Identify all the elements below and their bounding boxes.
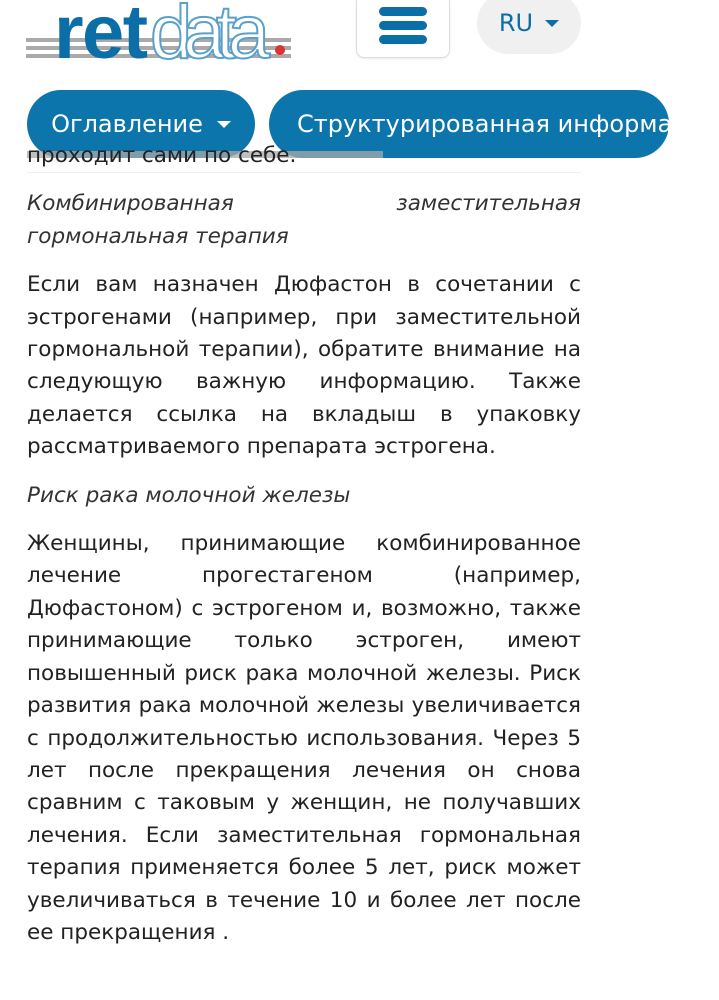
chevron-down-icon bbox=[217, 121, 231, 128]
menu-button[interactable] bbox=[356, 0, 450, 58]
section-heading: Комбинированная заместительная гормональная терапия bbox=[27, 191, 581, 249]
language-selector[interactable] bbox=[477, 0, 581, 54]
divider bbox=[27, 172, 581, 173]
svg-text:ret: ret bbox=[54, 0, 148, 75]
hamburger-icon bbox=[379, 7, 427, 16]
language-label: RU bbox=[498, 9, 534, 37]
hamburger-icon-bar bbox=[379, 21, 427, 30]
logo-image bbox=[26, 0, 301, 75]
chevron-down-icon bbox=[545, 20, 559, 27]
paragraph: Если вам назначен Дюфастон в сочетании с эстрогенами (например, при заместительной гормональной терапии), обратите внимание на следующую важную информацию. Также делается ссылка на вкладыш в упаковку рассматриваемого препарата эстрогена. bbox=[27, 272, 581, 460]
paragraph: Женщины, принимающие комбинированное лечение прогестагеном (например, Дюфастоном) с эстрогеном и, возможно, также принимающие только эстроген, имеют повышенный риск рака молочной железы. Риск развития рака молочной железы увеличивается с продолжительностью использования. Через 5 лет после прекращения лечения он снова сравним с таковым у женщин, не получавших лечения. Если заместительная гормональная терапия применяется более 5 лет, риск может увеличиваться в течение 10 и более лет после ее прекращения . bbox=[27, 531, 581, 945]
hamburger-icon-bar bbox=[379, 35, 427, 44]
partial-text: проходит сами по себе. bbox=[27, 143, 297, 168]
section-heading: Риск рака молочной железы bbox=[27, 482, 351, 508]
content-area bbox=[0, 143, 608, 1000]
tab-label: Оглавление bbox=[51, 110, 203, 138]
article-content bbox=[27, 140, 581, 965]
header bbox=[0, 0, 608, 75]
svg-text:data: data bbox=[150, 0, 270, 75]
logo[interactable] bbox=[26, 0, 301, 75]
tab-label: Структурированная информация bbox=[297, 110, 719, 138]
